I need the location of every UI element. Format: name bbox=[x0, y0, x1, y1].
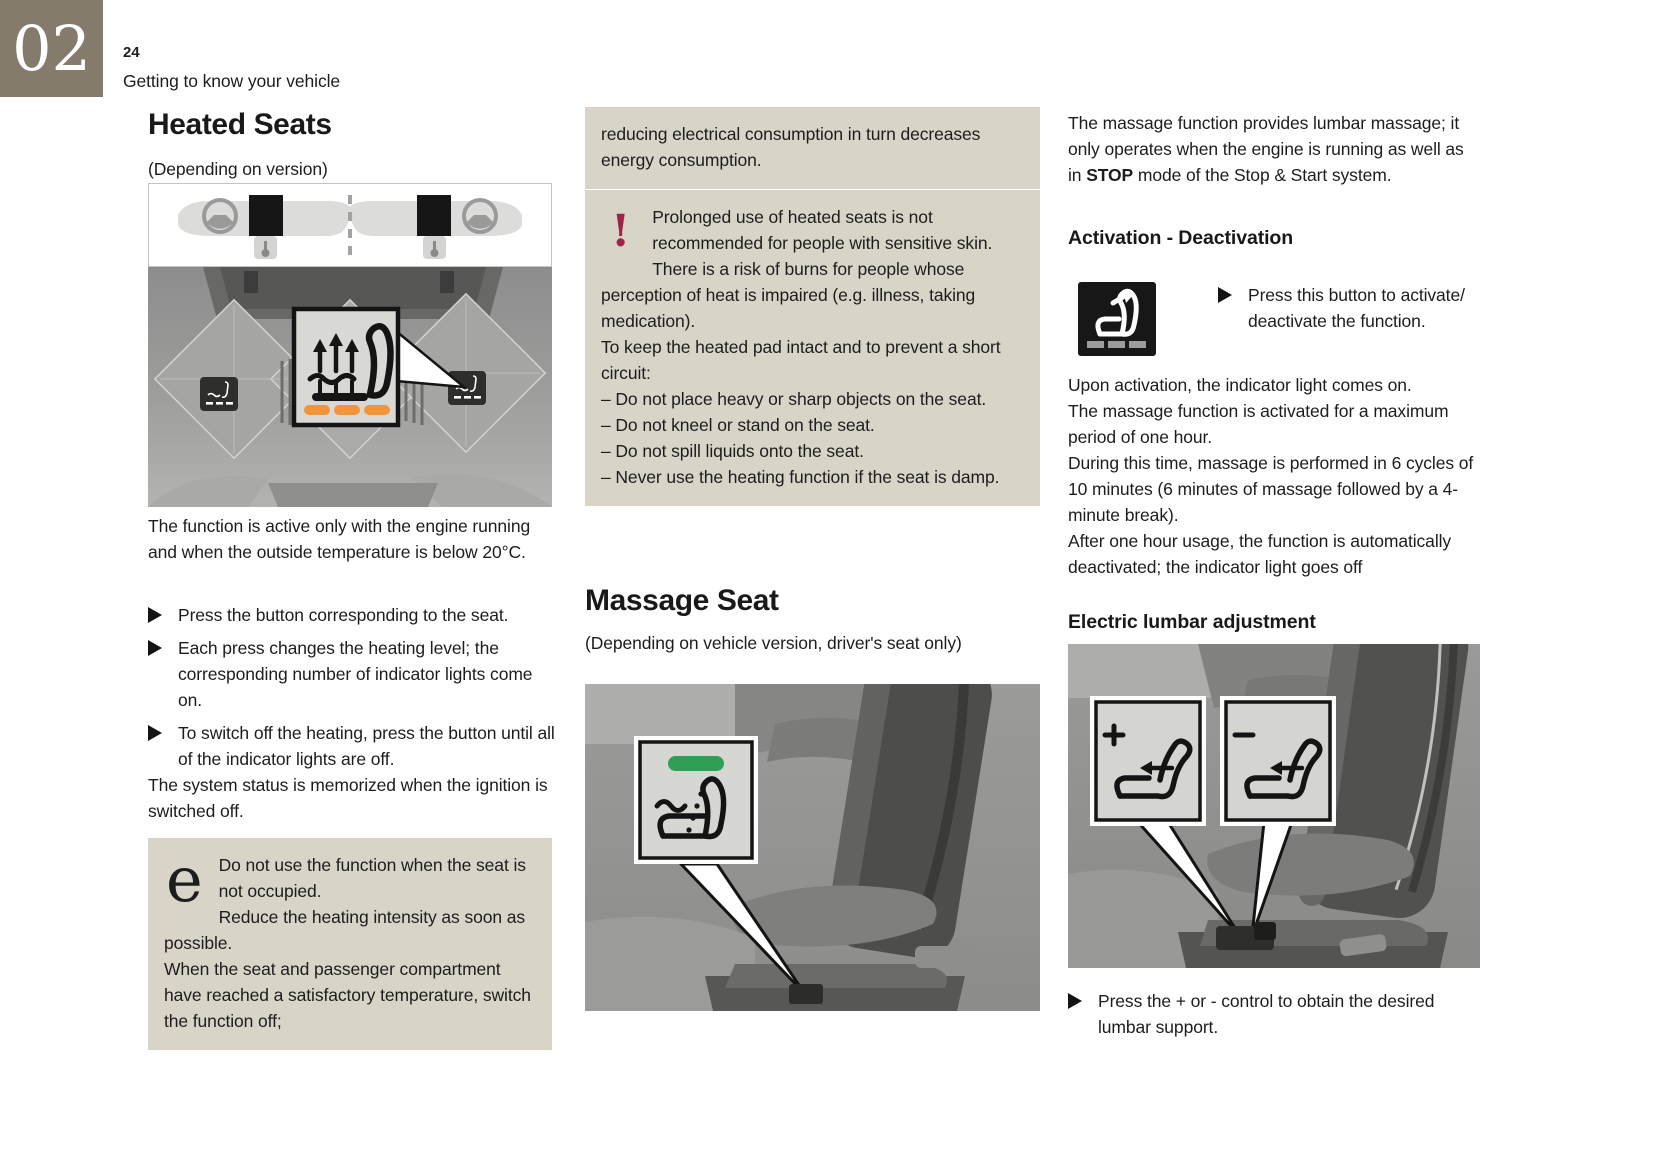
instruction-item bbox=[148, 635, 560, 713]
massage-intro bbox=[1068, 110, 1480, 188]
eco-note-continuation-box bbox=[585, 107, 1040, 189]
massage-button-callout bbox=[634, 736, 758, 864]
page-number: 24 bbox=[123, 44, 140, 61]
instruction-text: Press the button corresponding to the seat. bbox=[178, 605, 509, 625]
massage-seat-title: Massage Seat bbox=[585, 584, 779, 617]
instruction-text: Each press changes the heating level; the corresponding number of indicator lights come on. bbox=[178, 638, 533, 710]
eco-note-text: Do not use the function when the seat is not occupied. bbox=[218, 855, 526, 901]
instruction-text: To switch off the heating, press the button until all of the indicator lights are off. bbox=[178, 723, 555, 769]
lumbar-minus-button-callout bbox=[1220, 696, 1336, 826]
eco-note-text: Reduce the heating intensity as soon as possible. bbox=[164, 907, 526, 953]
chapter-tab bbox=[0, 0, 103, 97]
activation-heading: Activation - Deactivation bbox=[1068, 227, 1294, 249]
warning-text: To keep the heated pad intact and to prevent a short circuit: bbox=[601, 337, 1001, 383]
lumbar-adjustment-image bbox=[1068, 644, 1480, 968]
heated-seats-subtitle: (Depending on version) bbox=[148, 159, 328, 179]
massage-seat-image bbox=[585, 684, 1040, 1011]
lumbar-instruction-row bbox=[1068, 988, 1480, 1040]
massage-seat-subtitle: (Depending on vehicle version, driver's seat only) bbox=[585, 633, 962, 653]
section-title: Getting to know your vehicle bbox=[123, 71, 341, 91]
heat-level-indicators bbox=[304, 405, 390, 415]
lumbar-adjustment-illustration bbox=[1068, 644, 1480, 968]
massage-detail-text: The massage function is activated for a maximum period of one hour. bbox=[1068, 401, 1449, 447]
massage-intro-text: The massage function provides lumbar massage; it only operates when the engine is running as well as in bbox=[1068, 113, 1464, 185]
triangle-bullet-icon bbox=[1068, 988, 1098, 1040]
heated-seat-icon-callout bbox=[294, 309, 398, 425]
warning-icon: ! bbox=[611, 206, 631, 257]
activation-instruction: Press this button to activate/ deactivate the function. bbox=[1248, 285, 1465, 331]
massage-activation-button-icon bbox=[1078, 282, 1156, 356]
warning-text: – Never use the heating function if the seat is damp. bbox=[601, 467, 1000, 487]
activation-row bbox=[1068, 282, 1480, 363]
warning-text: – Do not spill liquids onto the seat. bbox=[601, 441, 864, 461]
lumbar-heading: Electric lumbar adjustment bbox=[1068, 611, 1316, 633]
driver-heated-seat-button-photo bbox=[200, 377, 238, 411]
dashboard-diagram-image bbox=[148, 183, 552, 507]
heated-seats-illustration bbox=[148, 183, 552, 507]
eco-note-box bbox=[148, 838, 552, 1050]
eco-note-continuation: reducing electrical consumption in turn decreases energy consumption. bbox=[601, 124, 981, 170]
massage-detail-text: During this time, massage is performed in 6 cycles of 10 minutes (6 minutes of massage followed by a 4-minute break). bbox=[1068, 453, 1474, 525]
warning-text: – Do not kneel or stand on the seat. bbox=[601, 415, 875, 435]
stop-mode-label: STOP bbox=[1086, 165, 1134, 185]
triangle-bullet-icon bbox=[1218, 282, 1248, 363]
warning-box bbox=[585, 190, 1040, 506]
massage-indicator-light bbox=[668, 756, 724, 771]
massage-intro-text: mode of the Stop & Start system. bbox=[1133, 165, 1392, 185]
massage-detail-text: Upon activation, the indicator light comes on. bbox=[1068, 375, 1412, 395]
massage-detail-text: After one hour usage, the function is automatically deactivated; the indicator light goes off bbox=[1068, 531, 1452, 577]
eco-note-text: When the seat and passenger compartment have reached a satisfactory temperature, switch the function off; bbox=[164, 959, 531, 1031]
lumbar-plus-button-callout bbox=[1090, 696, 1206, 826]
triangle-bullet-icon bbox=[148, 720, 178, 772]
heated-seats-intro: The function is active only with the engine running and when the outside temperature is below 20°C. bbox=[148, 516, 531, 562]
triangle-bullet-icon bbox=[148, 602, 178, 628]
triangle-bullet-icon bbox=[148, 635, 178, 713]
massage-details bbox=[1068, 372, 1480, 580]
heated-seats-title: Heated Seats bbox=[148, 108, 332, 141]
heated-seats-instructions bbox=[148, 602, 560, 779]
eco-icon: e bbox=[166, 843, 203, 916]
chapter-number: 02 bbox=[12, 11, 91, 85]
warning-text: – Do not place heavy or sharp objects on the seat. bbox=[601, 389, 987, 409]
instruction-item bbox=[148, 602, 560, 628]
warning-text: Prolonged use of heated seats is not recommended for people with sensitive skin. bbox=[652, 207, 993, 253]
lumbar-instruction: Press the + or - control to obtain the desired lumbar support. bbox=[1098, 991, 1435, 1037]
heated-seats-memo: The system status is memorized when the ignition is switched off. bbox=[148, 775, 548, 821]
massage-seat-illustration bbox=[585, 684, 1040, 1011]
warning-text: There is a risk of burns for people whose perception of heat is impaired (e.g. illness, taking medication). bbox=[601, 259, 976, 331]
instruction-item bbox=[148, 720, 560, 772]
